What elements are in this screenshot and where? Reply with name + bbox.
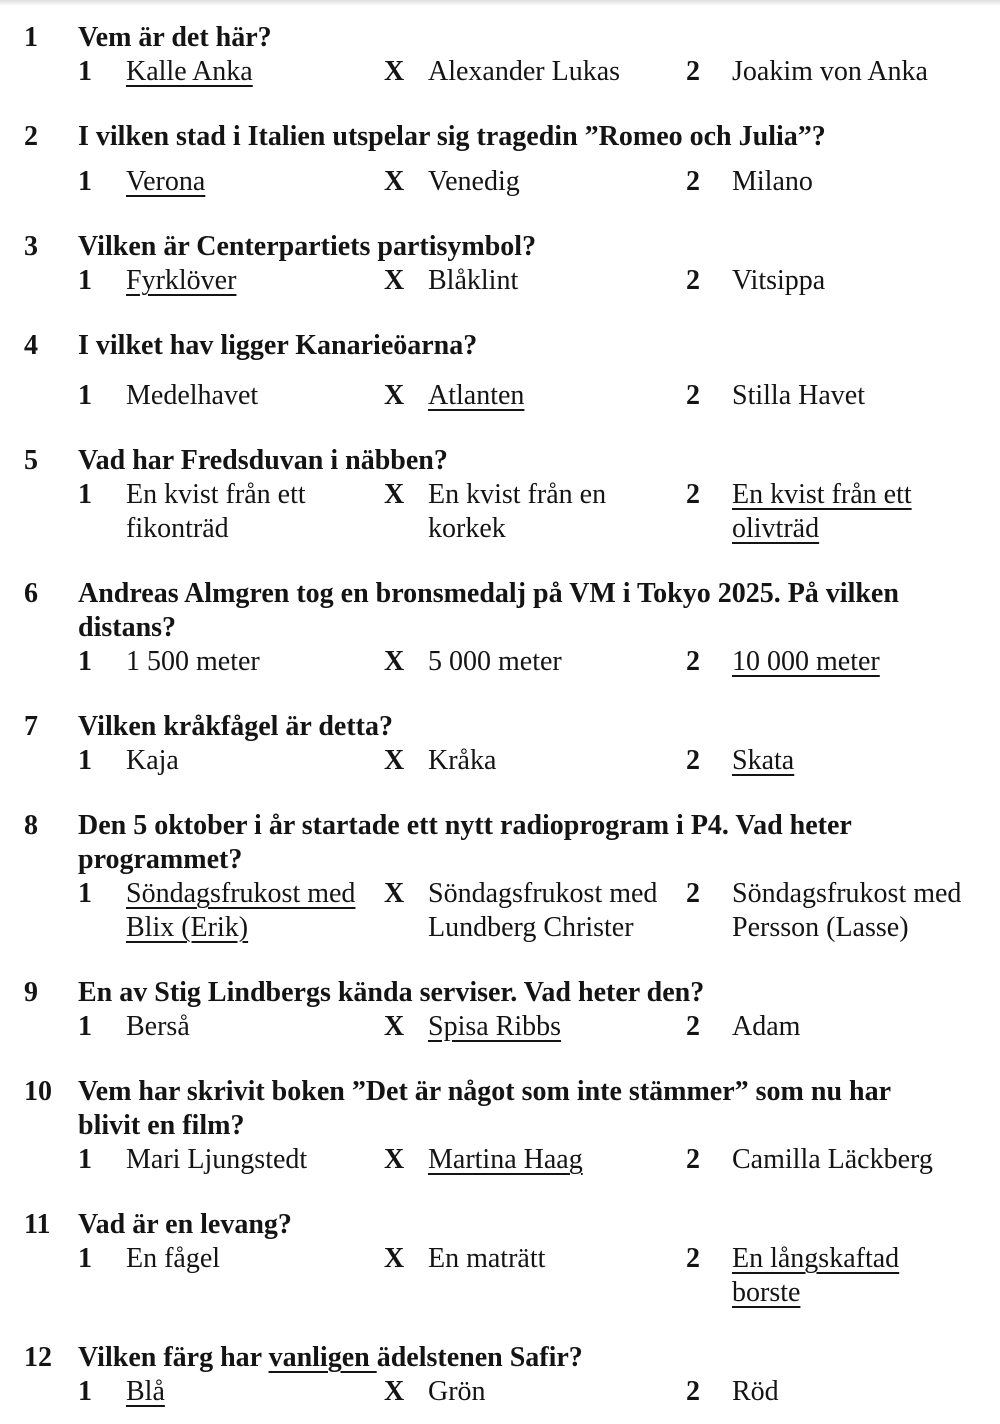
option-answer: Milano <box>732 166 813 197</box>
question-block-10 <box>24 1075 1000 1177</box>
option-marker-2: 2 <box>686 265 700 296</box>
option-text-x <box>428 478 686 546</box>
option-text-1 <box>126 55 384 89</box>
option-answer: 5 000 meter <box>428 646 562 677</box>
option-answer: Stilla Havet <box>732 380 865 411</box>
question-body <box>78 120 1000 199</box>
option-text-1 <box>126 645 384 679</box>
question-text: Vad är en levang? <box>78 1209 292 1240</box>
option-answer: Atlanten <box>428 380 525 411</box>
option-text-1 <box>126 1010 384 1044</box>
option-marker-2: 2 <box>686 1376 700 1407</box>
option-marker-1: 1 <box>78 745 92 776</box>
question-body <box>78 809 1000 945</box>
option-marker-2: 2 <box>686 1144 700 1175</box>
question-block-4 <box>24 329 1000 413</box>
question-text: Den 5 oktober i år startade ett nytt radioprogram i P4. Vad heter programmet? <box>78 810 852 875</box>
question-block-11 <box>24 1208 1000 1310</box>
question-body <box>78 329 1000 413</box>
option-answer: Söndagsfrukost med Lundberg Christer <box>428 878 658 943</box>
option-text-x <box>428 744 686 778</box>
option-answer: Berså <box>126 1011 190 1042</box>
option-marker-2: 2 <box>686 745 700 776</box>
question-block-9 <box>24 976 1000 1044</box>
option-text-1 <box>126 1143 384 1177</box>
option-answer: Röd <box>732 1376 779 1407</box>
option-text-2 <box>732 1375 1000 1409</box>
option-text-x <box>428 1375 686 1409</box>
question-block-2 <box>24 120 1000 199</box>
answer-options-row <box>78 264 1000 298</box>
option-answer: Blå <box>126 1376 165 1407</box>
question-number: 5 <box>24 445 38 476</box>
option-text-2 <box>732 1143 1000 1177</box>
answer-options-row <box>78 165 1000 199</box>
option-text-x <box>428 55 686 89</box>
option-answer: Söndagsfrukost med Blix (Erik) <box>126 878 356 943</box>
option-marker-x: X <box>384 166 405 197</box>
option-text-2 <box>732 165 1000 199</box>
answer-options-row <box>78 1242 1000 1310</box>
option-text-x <box>428 165 686 199</box>
question-text: Vad har Fredsduvan i näbben? <box>78 445 448 476</box>
question-body <box>78 21 1000 89</box>
option-text-2 <box>732 478 1000 546</box>
answer-options-row <box>78 1010 1000 1044</box>
question-number: 9 <box>24 977 38 1008</box>
question-number: 1 <box>24 22 38 53</box>
option-marker-x: X <box>384 1376 405 1407</box>
option-marker-x: X <box>384 646 405 677</box>
option-marker-x: X <box>384 265 405 296</box>
option-marker-1: 1 <box>78 1376 92 1407</box>
question-text: Vem är det här? <box>78 22 272 53</box>
option-answer: En långskaftad borste <box>732 1243 900 1308</box>
option-text-2 <box>732 264 1000 298</box>
question-body <box>78 1208 1000 1310</box>
option-text-x <box>428 645 686 679</box>
question-number: 10 <box>24 1076 52 1107</box>
option-text-x <box>428 379 686 413</box>
option-answer: En kvist från en korkek <box>428 479 607 544</box>
question-text: I vilken stad i Italien utspelar sig tragedin ”Romeo och Julia”? <box>78 121 826 152</box>
option-answer: Fyrklöver <box>126 265 237 296</box>
option-marker-x: X <box>384 1243 405 1274</box>
option-text-1 <box>126 1242 384 1310</box>
question-number: 12 <box>24 1342 52 1373</box>
option-marker-2: 2 <box>686 479 700 510</box>
question-text: En av Stig Lindbergs kända serviser. Vad heter den? <box>78 977 705 1008</box>
question-number: 8 <box>24 810 38 841</box>
option-marker-1: 1 <box>78 646 92 677</box>
option-text-1 <box>126 877 384 945</box>
option-marker-x: X <box>384 1011 405 1042</box>
option-marker-x: X <box>384 745 405 776</box>
option-marker-2: 2 <box>686 56 700 87</box>
question-text: Vilken kråkfågel är detta? <box>78 711 393 742</box>
option-text-x <box>428 877 686 945</box>
question-number: 11 <box>24 1209 51 1240</box>
answer-options-row <box>78 645 1000 679</box>
question-body <box>78 710 1000 778</box>
option-text-x <box>428 1143 686 1177</box>
option-marker-1: 1 <box>78 265 92 296</box>
question-block-12 <box>24 1341 1000 1409</box>
option-marker-1: 1 <box>78 878 92 909</box>
option-text-2 <box>732 379 1000 413</box>
option-text-2 <box>732 55 1000 89</box>
question-number: 4 <box>24 330 38 361</box>
option-marker-2: 2 <box>686 646 700 677</box>
option-marker-1: 1 <box>78 1144 92 1175</box>
question-number: 2 <box>24 121 38 152</box>
question-text: Vem har skrivit boken ”Det är något som inte stämmer” som nu har blivit en film? <box>78 1076 892 1141</box>
option-text-2 <box>732 645 1000 679</box>
option-answer: En fågel <box>126 1243 221 1274</box>
option-marker-x: X <box>384 1144 405 1175</box>
option-marker-x: X <box>384 479 405 510</box>
option-text-1 <box>126 379 384 413</box>
question-number: 6 <box>24 578 38 609</box>
question-number: 7 <box>24 711 38 742</box>
answer-options-row <box>78 55 1000 89</box>
option-marker-2: 2 <box>686 166 700 197</box>
question-number: 3 <box>24 231 38 262</box>
question-block-8 <box>24 809 1000 945</box>
option-marker-2: 2 <box>686 1243 700 1274</box>
option-answer: Kaja <box>126 745 179 776</box>
option-answer: Venedig <box>428 166 520 197</box>
question-text: I vilket hav ligger Kanarieöarna? <box>78 330 478 361</box>
option-marker-1: 1 <box>78 56 92 87</box>
option-answer: En maträtt <box>428 1243 546 1274</box>
option-text-2 <box>732 1242 1000 1310</box>
option-marker-x: X <box>384 56 405 87</box>
option-answer: En kvist från ett olivträd <box>732 479 912 544</box>
question-text: Vilken är Centerpartiets partisymbol? <box>78 231 537 262</box>
question-body <box>78 976 1000 1044</box>
option-text-2 <box>732 744 1000 778</box>
option-answer: Spisa Ribbs <box>428 1011 562 1042</box>
option-marker-2: 2 <box>686 1011 700 1042</box>
answer-options-row <box>78 478 1000 546</box>
option-answer: Joakim von Anka <box>732 56 928 87</box>
question-body <box>78 1341 1000 1409</box>
question-block-7 <box>24 710 1000 778</box>
answer-options-row <box>78 379 1000 413</box>
option-marker-x: X <box>384 878 405 909</box>
question-body <box>78 444 1000 546</box>
option-text-x <box>428 1010 686 1044</box>
option-answer: 1 500 meter <box>126 646 260 677</box>
option-answer: Camilla Läckberg <box>732 1144 933 1175</box>
option-answer: Alexander Lukas <box>428 56 621 87</box>
question-text <box>78 1341 938 1375</box>
option-marker-1: 1 <box>78 479 92 510</box>
option-answer: En kvist från ett fikonträd <box>126 479 306 544</box>
option-answer: Grön <box>428 1376 486 1407</box>
option-answer: Skata <box>732 745 795 776</box>
question-block-6 <box>24 577 1000 679</box>
option-answer: 10 000 meter <box>732 646 880 677</box>
question-block-1 <box>24 21 1000 89</box>
option-marker-1: 1 <box>78 380 92 411</box>
option-text-2 <box>732 877 1000 945</box>
option-text-1 <box>126 1375 384 1409</box>
option-text-x <box>428 264 686 298</box>
question-block-5 <box>24 444 1000 546</box>
option-text-2 <box>732 1010 1000 1044</box>
question-block-3 <box>24 230 1000 298</box>
option-text-x <box>428 1242 686 1310</box>
option-answer: Kråka <box>428 745 497 776</box>
option-text-1 <box>126 478 384 546</box>
option-marker-2: 2 <box>686 878 700 909</box>
option-marker-1: 1 <box>78 1011 92 1042</box>
option-text-1 <box>126 165 384 199</box>
question-text: Andreas Almgren tog en bronsmedalj på VM i Tokyo 2025. På vilken distans? <box>78 578 899 643</box>
option-marker-x: X <box>384 380 405 411</box>
option-answer: Verona <box>126 166 206 197</box>
option-marker-1: 1 <box>78 166 92 197</box>
option-answer: Blåklint <box>428 265 519 296</box>
answer-options-row <box>78 1375 1000 1409</box>
question-text-part: Vilken färg har <box>78 1342 269 1373</box>
question-underlined-word: vanligen <box>268 1342 377 1373</box>
option-answer: Vitsippa <box>732 265 826 296</box>
question-body <box>78 230 1000 298</box>
option-answer: Söndagsfrukost med Persson (Lasse) <box>732 878 962 943</box>
question-body <box>78 1075 1000 1177</box>
option-text-1 <box>126 264 384 298</box>
answer-options-row <box>78 1143 1000 1177</box>
option-marker-2: 2 <box>686 380 700 411</box>
answer-options-row <box>78 877 1000 945</box>
option-answer: Kalle Anka <box>126 56 253 87</box>
question-text-part: ädelstenen Safir? <box>376 1342 583 1373</box>
answer-options-row <box>78 744 1000 778</box>
option-marker-1: 1 <box>78 1243 92 1274</box>
option-answer: Medelhavet <box>126 380 259 411</box>
option-answer: Mari Ljungstedt <box>126 1144 308 1175</box>
option-text-1 <box>126 744 384 778</box>
question-body <box>78 577 1000 679</box>
option-answer: Adam <box>732 1011 801 1042</box>
option-answer: Martina Haag <box>428 1144 583 1175</box>
